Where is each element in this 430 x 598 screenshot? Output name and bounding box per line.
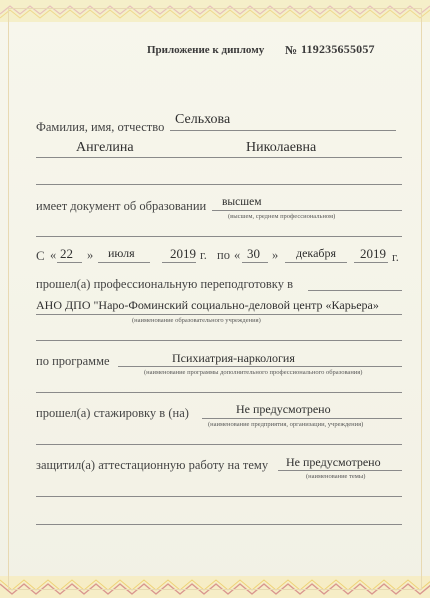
bottom-ornament-border: [0, 576, 430, 598]
name-underline-3: [36, 184, 402, 185]
thesis-underline-2: [36, 496, 402, 497]
internship-value: Не предусмотрено: [236, 402, 331, 416]
date2-quote-close: »: [272, 248, 279, 262]
education-value: высшем: [222, 196, 262, 208]
program-label: по программе: [36, 354, 110, 368]
education-underline-2: [36, 236, 402, 237]
education-hint: (высшем, среднем профессиональном): [228, 213, 336, 220]
date1-quote-close: »: [87, 248, 94, 262]
program-hint: (наименование программы дополнительного профессионального образования): [144, 369, 363, 376]
date2-day: 30: [247, 246, 260, 261]
date-to-prefix: по: [217, 248, 230, 262]
date1-year: 2019: [170, 246, 196, 261]
thesis-underline: [278, 470, 402, 471]
top-ornament-border: [0, 0, 430, 22]
retraining-underline-3: [36, 340, 402, 341]
appendix-title: Приложение к диплому: [147, 44, 265, 56]
date1-year-underline: [162, 262, 196, 263]
thesis-label: защитил(а) аттестационную работу на тему: [36, 458, 269, 472]
retraining-label: прошел(а) профессиональную переподготовку в: [36, 277, 293, 291]
program-value: Психиатрия-наркология: [172, 351, 295, 365]
retraining-org: АНО ДПО "Наро-Фоминский социально-деловой центр «Карьера»: [36, 298, 379, 312]
date2-day-underline: [242, 262, 268, 263]
date1-month: июля: [108, 246, 135, 260]
program-underline-2: [36, 392, 402, 393]
date2-year: 2019: [360, 246, 386, 261]
internship-label: прошел(а) стажировку в (на): [36, 406, 189, 420]
date2-year-suffix: г.: [392, 250, 399, 264]
date1-month-underline: [98, 262, 150, 263]
program-underline: [118, 366, 402, 367]
date1-quote-open: «: [50, 248, 57, 262]
internship-underline-2: [36, 444, 402, 445]
education-label: имеет документ об образовании: [36, 199, 207, 213]
date2-month: декабря: [296, 246, 337, 260]
name-label: Фамилия, имя, отчество: [36, 120, 165, 134]
surname-value: Сельхова: [175, 112, 231, 127]
retraining-org-underline: [36, 314, 402, 315]
surname-underline: [170, 130, 396, 131]
patronymic-value: Николаевна: [246, 140, 317, 155]
name-underline-2: [36, 157, 402, 158]
internship-hint: (наименование предприятия, организации, учреждения): [208, 421, 364, 428]
number-sign: №: [285, 43, 298, 57]
date2-quote-open: «: [234, 248, 241, 262]
date1-day: 22: [60, 246, 73, 261]
thesis-hint: (наименование темы): [306, 473, 366, 480]
date2-month-underline: [285, 262, 347, 263]
diploma-number: 119235655057: [301, 42, 375, 56]
thesis-value: Не предусмотрено: [286, 455, 381, 469]
date2-year-underline: [354, 262, 388, 263]
internship-underline: [202, 418, 402, 419]
first-name-value: Ангелина: [76, 140, 134, 155]
retraining-underline-1: [308, 290, 402, 291]
education-underline: [212, 210, 402, 211]
date-from-prefix: С: [36, 248, 45, 263]
retraining-hint: (наименование образовательного учреждения): [132, 317, 261, 324]
thesis-underline-3: [36, 524, 402, 525]
date1-year-suffix: г.: [200, 248, 207, 262]
date1-day-underline: [57, 262, 82, 263]
